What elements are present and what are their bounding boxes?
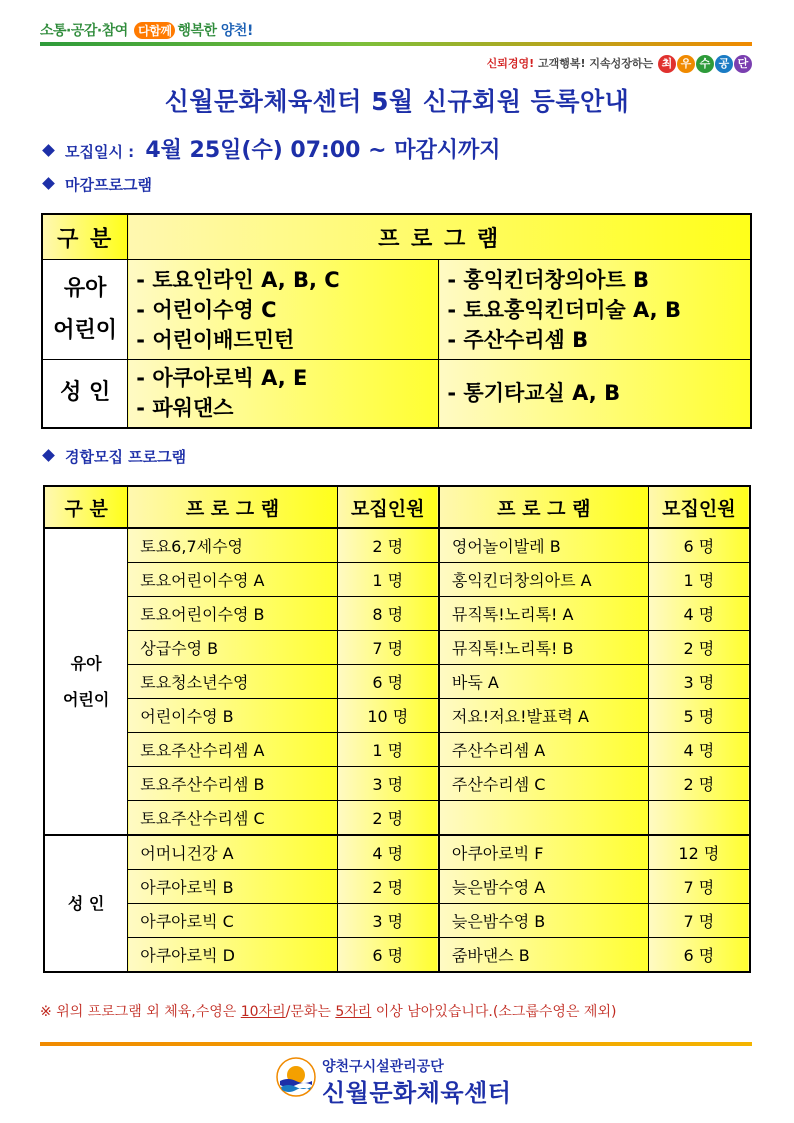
- diamond-bullet-icon: [42, 144, 55, 157]
- motto-growth: 지속성장하는: [589, 57, 654, 70]
- program-name: 아쿠아로빅 F: [439, 835, 648, 870]
- program-name: 뮤직톡!노리톡! B: [439, 631, 648, 665]
- category-line: 유아: [70, 653, 102, 673]
- compete-category-adult: [44, 835, 128, 972]
- compete-table-header: [44, 486, 750, 528]
- program-name: 주산수리셈 C: [439, 767, 648, 801]
- motto-circle-5: 단: [734, 55, 752, 73]
- program-name: 어머니건강 A: [128, 835, 337, 870]
- program-name: 줌바댄스 B: [439, 938, 648, 973]
- table-row: [44, 904, 750, 938]
- page-title: 신월문화체육센터 5월 신규회원 등록안내: [164, 87, 630, 116]
- footer-center-name: 신월문화체육센터: [322, 1079, 512, 1107]
- table-row: [44, 767, 750, 801]
- table-row: [44, 835, 750, 870]
- category-line: 유아: [63, 275, 107, 301]
- compete-programs-table: [43, 485, 751, 973]
- table-row: [44, 801, 750, 836]
- closed-programs-table: [41, 213, 752, 429]
- diamond-bullet-icon: [42, 449, 55, 462]
- recruit-count: 2 명: [648, 767, 750, 801]
- list-item: - 토요인라인 A, B, C: [136, 267, 340, 292]
- closed-category-kids: [42, 260, 128, 360]
- program-name: 토요청소년수영: [128, 665, 337, 699]
- recruit-count: 2 명: [337, 870, 439, 904]
- closed-adult-left: [128, 360, 439, 428]
- motto-circle-2: 우: [677, 55, 695, 73]
- recruit-count: 6 명: [337, 665, 439, 699]
- motto-trust: 신뢰경영!: [486, 57, 535, 70]
- slogan-city: 양천!: [220, 23, 253, 39]
- closed-kids-left: [128, 260, 439, 360]
- closed-col-category: 구 분: [42, 214, 128, 260]
- recruit-count: 8 명: [337, 597, 439, 631]
- compete-col-program-1: 프 로 그 램: [128, 486, 337, 528]
- category-line: 어린이: [62, 689, 110, 709]
- compete-col-count-1: 모집인원: [337, 486, 439, 528]
- table-row: [44, 870, 750, 904]
- closed-adult-right: [439, 360, 751, 428]
- program-name: 아쿠아로빅 D: [128, 938, 337, 973]
- note-underline-2: 5자리: [335, 1004, 372, 1020]
- closed-heading-text: 마감프로그램: [65, 176, 152, 194]
- recruit-count: 2 명: [337, 528, 439, 563]
- closed-category-adult: 성 인: [42, 360, 128, 428]
- recruit-count: 4 명: [648, 597, 750, 631]
- motto-customer: 고객행복!: [538, 57, 586, 70]
- compete-heading-text: 경합모집 프로그램: [65, 448, 187, 466]
- program-name: 늦은밤수영 B: [439, 904, 648, 938]
- program-name: 토요어린이수영 B: [128, 597, 337, 631]
- recruit-count: 1 명: [337, 733, 439, 767]
- program-name: 주산수리셈 A: [439, 733, 648, 767]
- program-name: 아쿠아로빅 B: [128, 870, 337, 904]
- closed-table-header: [42, 214, 751, 260]
- program-name: 상급수영 B: [128, 631, 337, 665]
- recruit-count: 3 명: [337, 904, 439, 938]
- recruit-count: 7 명: [648, 870, 750, 904]
- diamond-bullet-icon: [42, 177, 55, 190]
- list-item: - 홍익킨더창의아트 B: [447, 267, 650, 292]
- list-item: - 주산수리셈 B: [447, 327, 589, 352]
- recruit-count: 3 명: [337, 767, 439, 801]
- program-name: 토요어린이수영 A: [128, 563, 337, 597]
- list-item: - 어린이수영 C: [136, 297, 277, 322]
- slogan-happy: 행복한: [177, 23, 217, 39]
- compete-col-program-2: 프 로 그 램: [439, 486, 648, 528]
- recruit-count: 6 명: [648, 528, 750, 563]
- recruit-count: 2 명: [337, 801, 439, 836]
- recruit-count: 4 명: [648, 733, 750, 767]
- program-name: 늦은밤수영 A: [439, 870, 648, 904]
- table-row: [44, 665, 750, 699]
- motto-circle-4: 공: [715, 55, 733, 73]
- table-row: [44, 938, 750, 973]
- compete-heading: [40, 446, 186, 467]
- table-row: [44, 563, 750, 597]
- recruit-date-line: [40, 133, 500, 164]
- slogan: [40, 20, 253, 40]
- closed-kids-right: [439, 260, 751, 360]
- program-name: 토요주산수리셈 A: [128, 733, 337, 767]
- recruit-date-label: 모집일시 :: [65, 143, 135, 161]
- recruit-count: 4 명: [337, 835, 439, 870]
- note-underline-1: 10자리: [240, 1004, 286, 1020]
- program-name: 토요주산수리셈 C: [128, 801, 337, 836]
- program-name: 토요6,7세수영: [128, 528, 337, 563]
- motto-circle-1: 최: [658, 55, 676, 73]
- footnote: [40, 1001, 616, 1021]
- table-row: [44, 631, 750, 665]
- list-item: - 어린이배드민턴: [136, 327, 295, 352]
- table-row: [44, 597, 750, 631]
- program-name: 홍익킨더창의아트 A: [439, 563, 648, 597]
- motto: [487, 55, 752, 73]
- compete-col-category: 구 분: [44, 486, 128, 528]
- recruit-count: 6 명: [648, 938, 750, 973]
- motto-circle-3: 수: [696, 55, 714, 73]
- program-name: 영어놀이발레 B: [439, 528, 648, 563]
- footer-org: 양천구시설관리공단: [322, 1059, 444, 1075]
- recruit-count: 10 명: [337, 699, 439, 733]
- note-text-2: /문화는: [285, 1004, 331, 1020]
- header-divider: [40, 42, 752, 46]
- footer-divider: [40, 1042, 752, 1046]
- recruit-count: 3 명: [648, 665, 750, 699]
- recruit-count: 1 명: [648, 563, 750, 597]
- closed-group-adult: [42, 360, 751, 428]
- compete-col-count-2: 모집인원: [648, 486, 750, 528]
- program-name: 아쿠아로빅 C: [128, 904, 337, 938]
- recruit-date-value: 4월 25일(수) 07:00 ~ 마감시까지: [145, 138, 501, 163]
- program-name: 토요주산수리셈 B: [128, 767, 337, 801]
- compete-category-kids: [44, 528, 128, 835]
- recruit-count: 1 명: [337, 563, 439, 597]
- list-item: - 파워댄스: [136, 396, 234, 421]
- recruit-count: 2 명: [648, 631, 750, 665]
- list-item: - 아쿠아로빅 A, E: [136, 366, 308, 391]
- recruit-count: [648, 801, 750, 836]
- closed-heading: [40, 174, 152, 195]
- table-row: [44, 733, 750, 767]
- recruit-count: 7 명: [648, 904, 750, 938]
- note-text-1: 위의 프로그램 외 체육,수영은: [56, 1004, 237, 1020]
- program-name: 어린이수영 B: [128, 699, 337, 733]
- program-name: 뮤직톡!노리톡! A: [439, 597, 648, 631]
- sun-wave-logo-icon: [276, 1057, 316, 1097]
- category-line: 어린이: [53, 317, 118, 343]
- program-name: 바둑 A: [439, 665, 648, 699]
- recruit-count: 12 명: [648, 835, 750, 870]
- table-row: [44, 699, 750, 733]
- program-name: 저요!저요!발표력 A: [439, 699, 648, 733]
- table-row: [44, 528, 750, 563]
- closed-col-program: 프 로 그 램: [128, 214, 751, 260]
- slogan-da-badge: 다함께: [134, 22, 175, 39]
- closed-group-kids: [42, 260, 751, 360]
- recruit-count: 7 명: [337, 631, 439, 665]
- recruit-count: 5 명: [648, 699, 750, 733]
- note-text-3: 이상 남아있습니다.(소그룹수영은 제외): [375, 1004, 617, 1020]
- note-mark: ※: [40, 1004, 52, 1020]
- slogan-prefix: 소통·공감·참여: [40, 23, 128, 39]
- recruit-count: 6 명: [337, 938, 439, 973]
- category-line: 성 인: [67, 893, 105, 913]
- program-name: [439, 801, 648, 836]
- list-item: - 토요홍익킨더미술 A, B: [447, 297, 681, 322]
- list-item: - 통기타교실 A, B: [447, 381, 621, 406]
